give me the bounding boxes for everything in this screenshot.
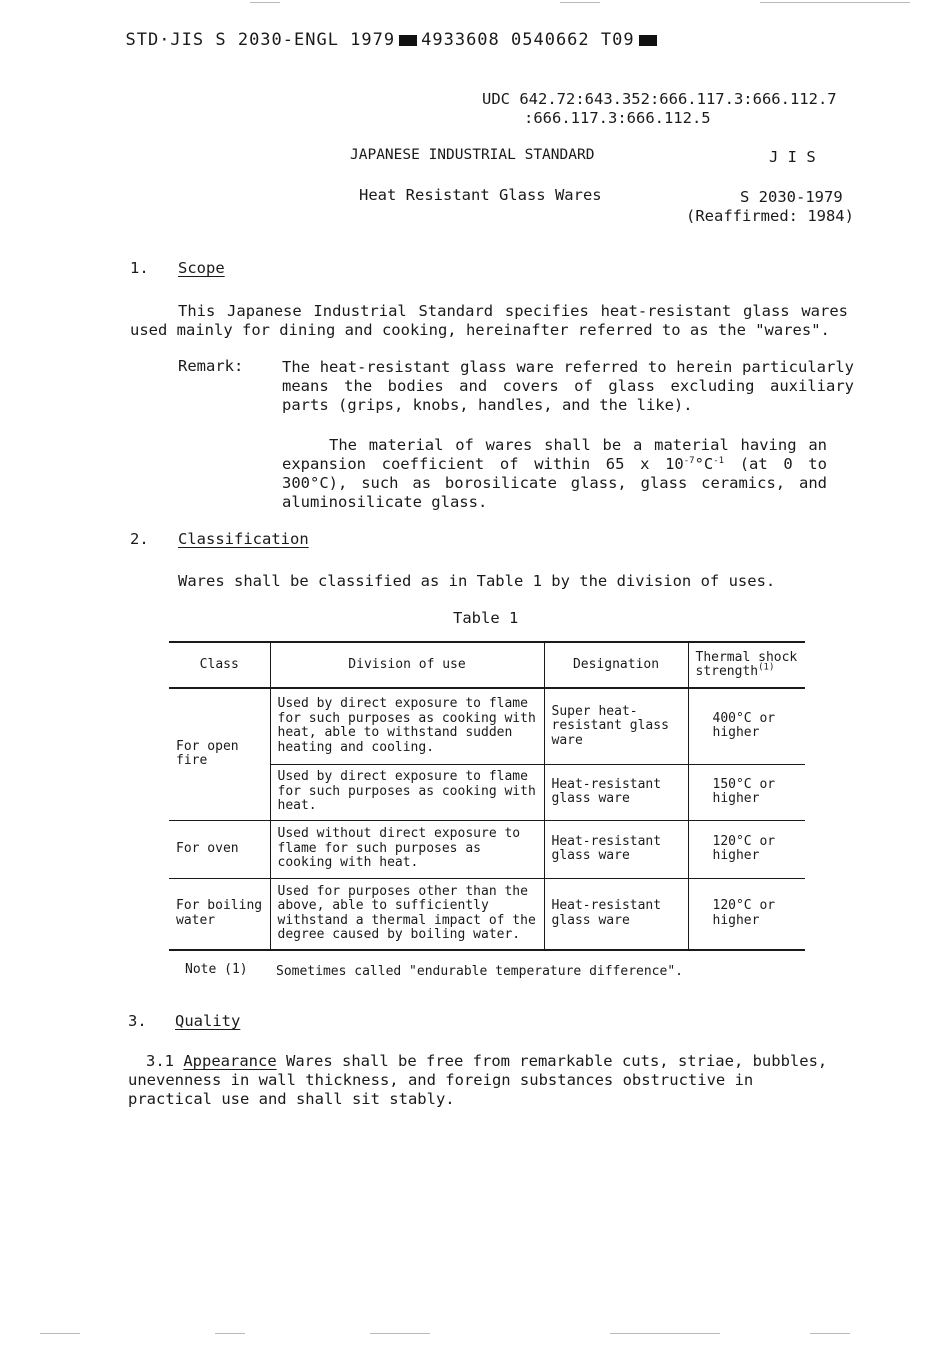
scan-noise xyxy=(215,1333,245,1334)
header-class: Class xyxy=(169,642,270,688)
udc-line-1: UDC 642.72:643.352:666.117.3:666.112.7 xyxy=(482,90,837,108)
cell-use: Used by direct exposure to flame for such purposes as cooking with heat. xyxy=(270,764,544,820)
scan-noise xyxy=(760,2,910,3)
table-note-text: Sometimes called "endurable temperature difference". xyxy=(276,964,683,979)
scan-noise xyxy=(610,1333,720,1334)
remark-text: The heat-resistant glass ware referred to herein particularly means the bodies and covers of glass excluding auxiliary parts (grips, knobs, handles, and the like). xyxy=(282,358,854,414)
section-3-number: 3. xyxy=(128,1012,147,1030)
scan-noise xyxy=(560,2,600,3)
standard-mark: J I S xyxy=(769,148,816,166)
material-paragraph: The material of wares shall be a material having an expansion coefficient of within 65 x $10^{-7}^\circ C^{-1}$ (at 0 to 300°C), such as borosilicate glass, glass ceramics, and aluminosilicate glass. xyxy=(282,436,827,511)
table-row xyxy=(169,688,805,764)
section-3-title: Quality xyxy=(175,1012,241,1030)
subsection-3-1-number: 3.1 xyxy=(146,1052,174,1070)
subsection-3-1-title: Appearance xyxy=(183,1052,277,1070)
standard-title: Heat Resistant Glass Wares xyxy=(359,186,602,204)
cell-strength: 120°C or higher xyxy=(688,820,805,878)
remark-label: Remark: xyxy=(178,357,244,375)
cell-designation: Heat-resistant glass ware xyxy=(544,820,688,878)
cell-class: For open fire xyxy=(169,688,270,820)
document-code-part1: STD·JIS S 2030-ENGL 1979 xyxy=(125,30,396,50)
table-row xyxy=(169,878,805,950)
scope-paragraph: This Japanese Industrial Standard specifies heat-resistant glass wares used mainly for dining and cooking, hereinafter referred to as the "wares". xyxy=(130,302,848,339)
cell-use: Used for purposes other than the above, able to sufficiently withstand a thermal impact of the degree caused by boiling water. xyxy=(270,878,544,950)
cell-designation: Super heat-resistant glass ware xyxy=(544,688,688,764)
header-division-of-use: Division of use xyxy=(270,642,544,688)
scan-noise xyxy=(250,2,280,3)
udc-line-2: :666.117.3:666.112.5 xyxy=(524,109,711,127)
section-2-number: 2. xyxy=(130,530,149,548)
document-code-line xyxy=(103,12,661,50)
appearance-paragraph xyxy=(128,1052,828,1109)
cell-class: For boiling water xyxy=(169,878,270,950)
table-note-label: Note (1) xyxy=(185,962,248,977)
scan-noise xyxy=(40,1333,80,1334)
reaffirmed-note: (Reaffirmed: 1984) xyxy=(686,207,854,225)
cell-designation: Heat-resistant glass ware xyxy=(544,878,688,950)
document-code-part2: 4933608 0540662 T09 xyxy=(421,30,635,50)
classification-table xyxy=(169,641,805,951)
section-1-title: Scope xyxy=(178,259,225,277)
scan-noise xyxy=(810,1333,850,1334)
standard-number: S 2030-1979 xyxy=(740,188,843,206)
subsection-3-1-text: Wares shall be free from remarkable cuts, striae, bubbles, unevenness in wall thickness, and foreign substances obstructive in practical use and shall sit stably. xyxy=(128,1052,828,1108)
cell-use: Used by direct exposure to flame for such purposes as cooking with heat, able to withstand sudden heating and cooling. xyxy=(270,688,544,764)
header-designation: Designation xyxy=(544,642,688,688)
cell-strength: 400°C or higher xyxy=(688,688,805,764)
table-row xyxy=(169,820,805,878)
cell-use: Used without direct exposure to flame for such purposes as cooking with heat. xyxy=(270,820,544,878)
cell-strength: 150°C or higher xyxy=(688,764,805,820)
cell-strength: 120°C or higher xyxy=(688,878,805,950)
classification-paragraph: Wares shall be classified as in Table 1 by the division of uses. xyxy=(178,572,776,590)
redaction-block xyxy=(639,35,657,46)
cell-designation: Heat-resistant glass ware xyxy=(544,764,688,820)
cell-class: For oven xyxy=(169,820,270,878)
redaction-block xyxy=(399,35,417,46)
header-thermal-shock: Thermal shock strength$^{(1)}$ xyxy=(688,642,805,688)
section-2-title: Classification xyxy=(178,530,309,548)
scan-noise xyxy=(370,1333,430,1334)
section-1-number: 1. xyxy=(130,259,149,277)
table-caption: Table 1 xyxy=(453,609,519,627)
table-header-row xyxy=(169,642,805,688)
standard-org: JAPANESE INDUSTRIAL STANDARD xyxy=(350,147,595,163)
